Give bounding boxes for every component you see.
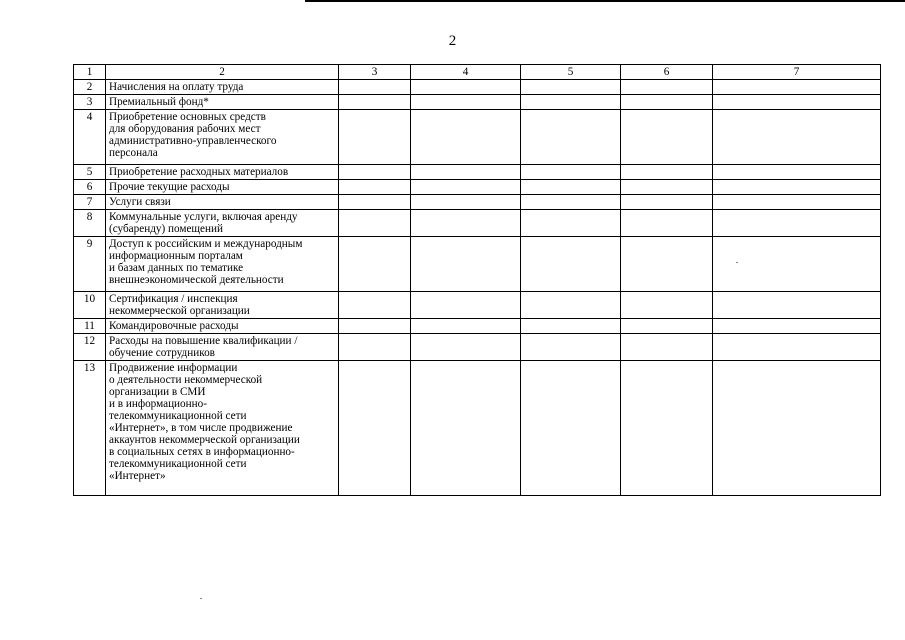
empty-cell-col-5 (521, 237, 621, 292)
expense-item-name: Продвижение информации о деятельности некоммерческой организации в СМИ и в информационно- телекоммуникационной сети «Интернет», в том числе продвижение аккаунтов некоммерческой организации в социальных сетях в информационно- телекоммуникационной сети «Интернет» (106, 361, 339, 496)
empty-cell-col-3 (339, 237, 411, 292)
expense-item-name: Расходы на повышение квалификации / обучение сотрудников (106, 334, 339, 361)
expense-item-name: Услуги связи (106, 195, 339, 210)
table-row (74, 292, 881, 319)
table-row (74, 361, 881, 496)
empty-cell-col-6 (621, 110, 713, 165)
row-number: 9 (74, 237, 106, 292)
empty-cell-col-4 (411, 319, 521, 334)
empty-cell-col-4 (411, 195, 521, 210)
header-cell-7: 7 (713, 65, 881, 80)
empty-cell-col-6 (621, 292, 713, 319)
empty-cell-col-3 (339, 319, 411, 334)
empty-cell-col-3 (339, 165, 411, 180)
empty-cell-col-6 (621, 165, 713, 180)
empty-cell-col-4 (411, 237, 521, 292)
scan-speck (736, 262, 738, 263)
expense-item-name: Начисления на оплату труда (106, 80, 339, 95)
empty-cell-col-3 (339, 80, 411, 95)
header-cell-3: 3 (339, 65, 411, 80)
table-row (74, 195, 881, 210)
empty-cell-col-7 (713, 319, 881, 334)
expense-item-name: Прочие текущие расходы (106, 180, 339, 195)
row-number: 4 (74, 110, 106, 165)
empty-cell-col-7 (713, 110, 881, 165)
empty-cell-col-6 (621, 361, 713, 496)
empty-cell-col-7 (713, 80, 881, 95)
empty-cell-col-4 (411, 292, 521, 319)
empty-cell-col-5 (521, 180, 621, 195)
empty-cell-col-5 (521, 334, 621, 361)
empty-cell-col-5 (521, 361, 621, 496)
empty-cell-col-7 (713, 237, 881, 292)
table-row (74, 80, 881, 95)
empty-cell-col-7 (713, 180, 881, 195)
expense-item-name: Командировочные расходы (106, 319, 339, 334)
scan-speck (200, 598, 202, 599)
table-row (74, 110, 881, 165)
row-number: 10 (74, 292, 106, 319)
empty-cell-col-6 (621, 319, 713, 334)
expense-item-name: Доступ к российским и международным информационным порталам и базам данных по тематике внешнеэкономической деятельности (106, 237, 339, 292)
row-number: 5 (74, 165, 106, 180)
row-number: 7 (74, 195, 106, 210)
row-number: 11 (74, 319, 106, 334)
empty-cell-col-7 (713, 361, 881, 496)
header-cell-4: 4 (411, 65, 521, 80)
header-cell-1: 1 (74, 65, 106, 80)
table-row (74, 95, 881, 110)
table-row (74, 210, 881, 237)
table-header-row (74, 65, 881, 80)
empty-cell-col-6 (621, 334, 713, 361)
empty-cell-col-3 (339, 110, 411, 165)
empty-cell-col-4 (411, 95, 521, 110)
empty-cell-col-4 (411, 165, 521, 180)
empty-cell-col-4 (411, 334, 521, 361)
empty-cell-col-3 (339, 361, 411, 496)
empty-cell-col-4 (411, 110, 521, 165)
row-number: 8 (74, 210, 106, 237)
empty-cell-col-6 (621, 237, 713, 292)
empty-cell-col-6 (621, 95, 713, 110)
empty-cell-col-6 (621, 195, 713, 210)
empty-cell-col-7 (713, 210, 881, 237)
empty-cell-col-6 (621, 210, 713, 237)
row-number: 3 (74, 95, 106, 110)
empty-cell-col-4 (411, 210, 521, 237)
empty-cell-col-3 (339, 180, 411, 195)
empty-cell-col-5 (521, 292, 621, 319)
empty-cell-col-4 (411, 180, 521, 195)
header-cell-6: 6 (621, 65, 713, 80)
empty-cell-col-6 (621, 80, 713, 95)
empty-cell-col-6 (621, 180, 713, 195)
empty-cell-col-5 (521, 210, 621, 237)
empty-cell-col-5 (521, 319, 621, 334)
expense-item-name: Приобретение расходных материалов (106, 165, 339, 180)
expense-item-name: Приобретение основных средств для оборудования рабочих мест административно-управленческого персонала (106, 110, 339, 165)
top-rule (305, 0, 905, 2)
table-row (74, 165, 881, 180)
empty-cell-col-5 (521, 80, 621, 95)
empty-cell-col-7 (713, 334, 881, 361)
empty-cell-col-3 (339, 334, 411, 361)
table-row (74, 319, 881, 334)
empty-cell-col-5 (521, 95, 621, 110)
empty-cell-col-3 (339, 95, 411, 110)
expense-item-name: Премиальный фонд* (106, 95, 339, 110)
table-row (74, 180, 881, 195)
budget-table (73, 64, 881, 496)
empty-cell-col-7 (713, 195, 881, 210)
row-number: 13 (74, 361, 106, 496)
table-row (74, 334, 881, 361)
empty-cell-col-5 (521, 165, 621, 180)
empty-cell-col-4 (411, 80, 521, 95)
empty-cell-col-3 (339, 292, 411, 319)
empty-cell-col-7 (713, 95, 881, 110)
empty-cell-col-7 (713, 292, 881, 319)
table-row (74, 237, 881, 292)
expense-item-name: Сертификация / инспекция некоммерческой организации (106, 292, 339, 319)
empty-cell-col-7 (713, 165, 881, 180)
empty-cell-col-3 (339, 210, 411, 237)
expense-item-name: Коммунальные услуги, включая аренду (субаренду) помещений (106, 210, 339, 237)
empty-cell-col-5 (521, 195, 621, 210)
row-number: 2 (74, 80, 106, 95)
empty-cell-col-5 (521, 110, 621, 165)
empty-cell-col-3 (339, 195, 411, 210)
row-number: 12 (74, 334, 106, 361)
header-cell-5: 5 (521, 65, 621, 80)
header-cell-2: 2 (106, 65, 339, 80)
row-number: 6 (74, 180, 106, 195)
page-number: 2 (448, 33, 457, 49)
empty-cell-col-4 (411, 361, 521, 496)
